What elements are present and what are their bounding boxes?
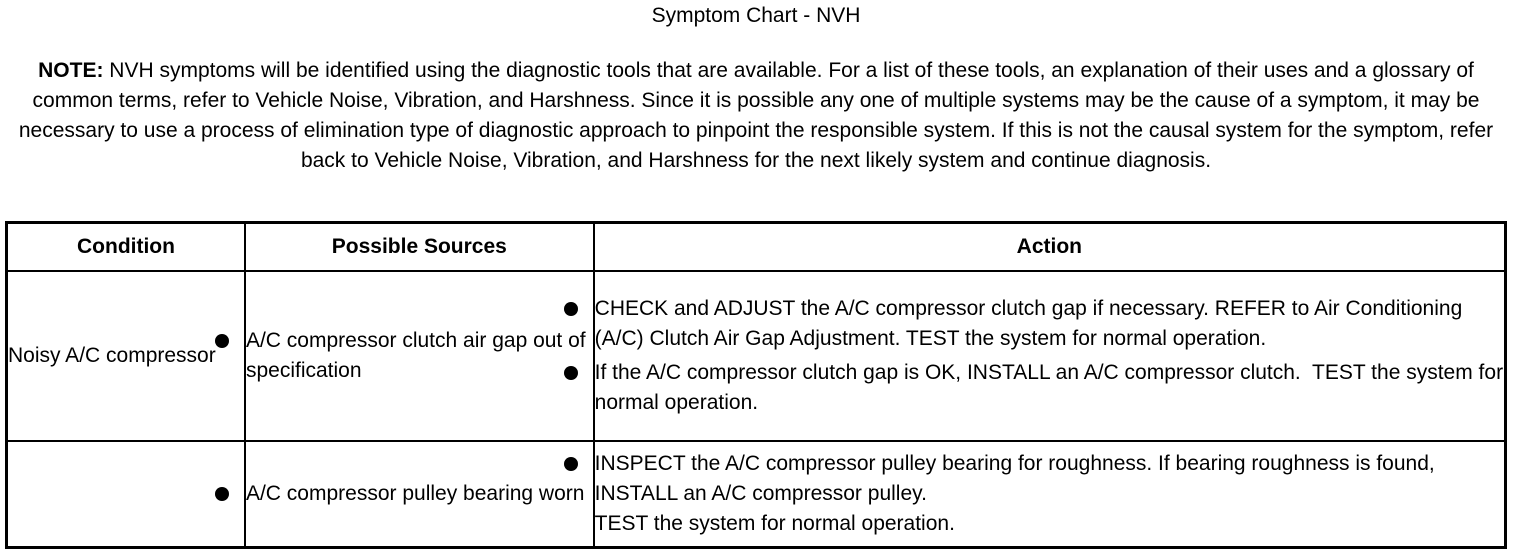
list-item: [594, 358, 1509, 418]
source-text: A/C compressor clutch air gap out of specification: [245, 329, 586, 382]
list-item: [8, 341, 244, 371]
table-row: [7, 271, 1506, 441]
table-row: [7, 441, 1506, 548]
bullet-icon: [564, 302, 578, 316]
note-text: NVH symptoms will be identified using the diagnostic tools that are available. For a list of these tools, an explanation of their uses and a glossary of common terms, refer to Vehicle Noise, Vibration, and Harshness. Since it is possible any one of multiple systems may be the cause of a symptom, it may be necessary to use a process of elimination type of diagnostic approach to pinpoint the responsible system. If this is not the causal system for the symptom, refer back to Vehicle Noise, Vibration, and Harshness for the next likely system and continue diagnosis.: [18, 59, 1494, 172]
action-cell: [594, 271, 1509, 441]
sources-list: [246, 326, 593, 386]
note-label: NOTE:: [38, 59, 104, 82]
bullet-icon: [215, 334, 229, 348]
source-text: A/C compressor pulley bearing worn: [245, 482, 585, 505]
sources-cell: [245, 271, 594, 441]
condition-list: [8, 341, 244, 371]
list-item: [595, 294, 1504, 354]
header-action: Action: [594, 223, 1506, 272]
table-header-row: [7, 223, 1506, 272]
list-item: [595, 449, 1504, 539]
action-text: If the A/C compressor clutch gap is OK, INSTALL an A/C compressor clutch. TEST the system for normal operation.: [594, 361, 1509, 414]
bullet-icon: [564, 457, 578, 471]
sources-list: [246, 479, 593, 509]
action-list: [594, 294, 1509, 418]
bullet-icon: [215, 487, 229, 501]
symptom-chart-table: [5, 221, 1507, 549]
note-paragraph: [14, 56, 1498, 176]
list-item: [246, 479, 593, 509]
page-title: Symptom Chart - NVH: [651, 4, 861, 27]
condition-text: Noisy A/C compressor: [8, 344, 216, 367]
action-cell: [594, 441, 1506, 548]
sources-cell: [245, 441, 594, 548]
action-text: CHECK and ADJUST the A/C compressor clutch gap if necessary. REFER to Air Conditioning (A/C) Clutch Air Gap Adjustment. TEST the system for normal operation.: [594, 297, 1463, 350]
header-condition: Condition: [7, 223, 245, 272]
action-list: [595, 449, 1504, 539]
condition-cell: [7, 271, 245, 441]
condition-cell: [7, 441, 245, 548]
action-text: INSPECT the A/C compressor pulley bearing for roughness. If bearing roughness is found, INSTALL an A/C compressor pulley. TEST the system for normal operation.: [594, 452, 1435, 535]
list-item: [246, 326, 593, 386]
header-possible-sources: Possible Sources: [245, 223, 594, 272]
bullet-icon: [564, 366, 578, 380]
